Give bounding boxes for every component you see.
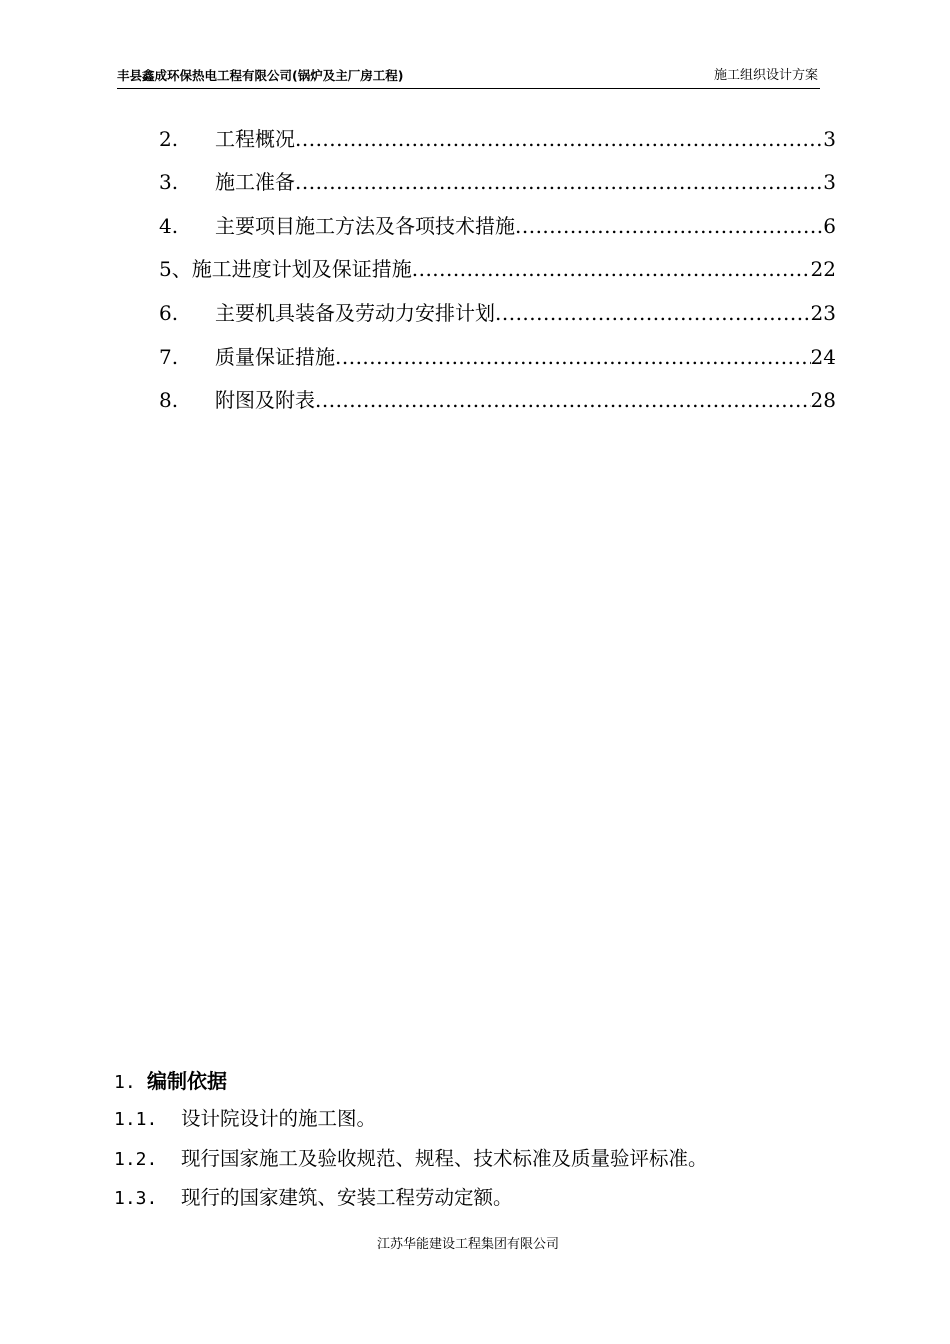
toc-dot-leader xyxy=(495,295,811,331)
toc-entry-title: 质量保证措施 xyxy=(215,344,335,369)
header-project-title: 丰县鑫成环保热电工程有限公司(锅炉及主厂房工程) xyxy=(117,68,404,83)
toc-entry-number: 2. xyxy=(159,126,179,151)
toc-entry-number: 8. xyxy=(159,388,179,413)
page-header xyxy=(117,66,820,89)
toc-entry-number: 4. xyxy=(159,213,179,238)
toc-entry-page: 23 xyxy=(810,300,836,325)
toc-entry-construction-methods[interactable] xyxy=(159,200,836,244)
toc-entry-engineering-overview[interactable] xyxy=(159,113,836,157)
toc-entry-title: 主要项目施工方法及各项技术措施 xyxy=(215,213,515,238)
toc-entry-title: 附图及附表 xyxy=(215,388,315,413)
toc-entry-schedule-plan[interactable] xyxy=(159,244,836,288)
toc-dot-leader xyxy=(335,339,811,375)
toc-entry-construction-preparation[interactable] xyxy=(159,157,836,201)
section-title: 编制依据 xyxy=(147,1069,227,1093)
section-number: 1. xyxy=(114,1072,136,1093)
toc-entry-title: 施工准备 xyxy=(215,170,295,195)
section-item-text: 现行的国家建筑、安装工程劳动定额。 xyxy=(181,1186,513,1209)
section-item-number: 1.1. xyxy=(114,1109,158,1130)
toc-entry-quality-assurance[interactable] xyxy=(159,331,836,375)
section-item-number: 1.3. xyxy=(114,1188,158,1209)
section-compilation-basis xyxy=(114,1063,834,1218)
section-item-text: 现行国家施工及验收规范、规程、技术标准及质量验评标准。 xyxy=(181,1146,708,1170)
section-item-number: 1.2. xyxy=(114,1148,158,1170)
toc-entry-page: 22 xyxy=(810,257,836,282)
toc-dot-leader xyxy=(295,164,823,200)
toc-dot-leader xyxy=(412,251,811,287)
page-footer xyxy=(0,1235,936,1255)
section-heading xyxy=(114,1063,834,1099)
toc-entry-page: 3 xyxy=(823,170,836,195)
toc-dot-leader xyxy=(515,208,823,244)
toc-entry-page: 6 xyxy=(823,213,836,238)
toc-entry-title: 施工进度计划及保证措施 xyxy=(191,257,412,282)
toc-entry-equipment-labor-plan[interactable] xyxy=(159,287,836,331)
footer-company-name: 江苏华能建设工程集团有限公司 xyxy=(376,1237,559,1252)
toc-entry-number: 7. xyxy=(159,344,179,369)
table-of-contents xyxy=(159,113,836,418)
toc-entry-page: 28 xyxy=(810,388,836,413)
section-item xyxy=(114,1178,834,1218)
toc-entry-appendices[interactable] xyxy=(159,375,836,419)
toc-entry-number: 6. xyxy=(159,300,179,325)
toc-entry-number: 5、 xyxy=(159,257,192,282)
toc-entry-title: 工程概况 xyxy=(215,126,295,151)
toc-entry-page: 24 xyxy=(810,344,836,369)
toc-entry-title: 主要机具装备及劳动力安排计划 xyxy=(215,300,495,325)
section-item-text: 设计院设计的施工图。 xyxy=(181,1107,377,1130)
toc-entry-page: 3 xyxy=(823,126,836,151)
header-document-title: 施工组织设计方案 xyxy=(713,68,818,83)
toc-entry-number: 3. xyxy=(159,170,179,195)
section-item xyxy=(114,1139,834,1179)
toc-dot-leader xyxy=(295,121,823,157)
section-item xyxy=(114,1099,834,1139)
toc-dot-leader xyxy=(315,382,811,418)
